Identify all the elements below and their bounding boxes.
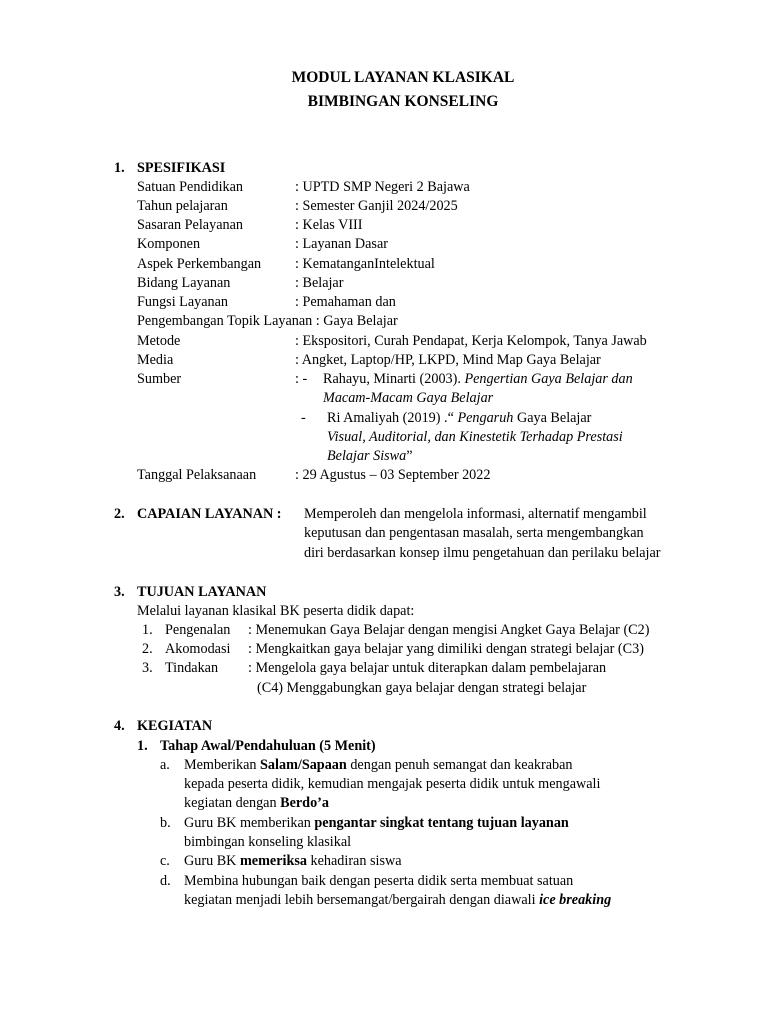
tujuan-continuation: (C4) Menggabungkan gaya belajar dengan strategi belajar <box>257 680 587 696</box>
spec-label: Sasaran Pelayanan <box>137 217 243 233</box>
capaian-text: diri berdasarkan konsep ilmu pengetahuan dan perilaku belajar <box>304 545 661 561</box>
spec-label: Tanggal Pelaksanaan <box>137 467 257 483</box>
list-letter: d. <box>160 873 171 889</box>
kegiatan-a-line2: kepada peserta didik, kemudian mengajak peserta didik untuk mengawali <box>184 776 601 792</box>
spec-topik-line: Pengembangan Topik Layanan : Gaya Belajar <box>137 313 398 329</box>
list-number: 1. <box>142 622 153 638</box>
spec-value: : KematanganIntelektual <box>295 256 435 272</box>
tujuan-text: : Mengelola gaya belajar untuk diterapkan dalam pembelajaran <box>248 660 607 676</box>
list-number: 3. <box>142 660 153 676</box>
list-number: 2. <box>142 641 153 657</box>
spec-value: : Belajar <box>295 275 344 291</box>
sumber-ref-2-end: Belajar Siswa” <box>327 448 413 464</box>
section-heading-kegiatan: KEGIATAN <box>137 718 213 734</box>
spec-label: Aspek Perkembangan <box>137 256 262 272</box>
document-title-line1: MODUL LAYANAN KLASIKAL <box>291 69 515 86</box>
section-heading-spesifikasi: SPESIFIKASI <box>137 160 226 176</box>
tujuan-text: : Menemukan Gaya Belajar dengan mengisi Angket Gaya Belajar (C2) <box>248 622 650 638</box>
spec-label: Sumber <box>137 371 182 387</box>
tujuan-label: Pengenalan <box>165 622 231 638</box>
spec-label: Komponen <box>137 236 201 252</box>
list-letter: b. <box>160 815 171 831</box>
spec-label: Fungsi Layanan <box>137 294 229 310</box>
sumber-ref-2-cont: Visual, Auditorial, dan Kinestetik Terhadap Prestasi <box>327 429 623 445</box>
kegiatan-d-line1: Membina hubungan baik dengan peserta didik serta membuat satuan <box>184 873 574 889</box>
kegiatan-d-line2: kegiatan menjadi lebih bersemangat/bergairah dengan diawali ice breaking <box>184 892 612 908</box>
section-number: 3. <box>114 584 125 600</box>
kegiatan-a-line1: Memberikan Salam/Sapaan dengan penuh semangat dan keakraban <box>184 757 573 773</box>
tahap-title: Tahap Awal/Pendahuluan (5 Menit) <box>160 738 376 754</box>
capaian-text: Memperoleh dan mengelola informasi, alternatif mengambil <box>304 506 647 522</box>
spec-value: : Semester Ganjil 2024/2025 <box>295 198 458 214</box>
spec-value: : UPTD SMP Negeri 2 Bajawa <box>295 179 470 195</box>
kegiatan-b-line1: Guru BK memberikan pengantar singkat tentang tujuan layanan <box>184 815 569 831</box>
tujuan-label: Tindakan <box>165 660 219 676</box>
section-number: 2. <box>114 506 125 522</box>
sumber-prefix: : - <box>295 371 308 387</box>
sumber-ref-1: Rahayu, Minarti (2003). Pengertian Gaya Belajar dan <box>323 371 633 387</box>
tujuan-label: Akomodasi <box>165 641 231 657</box>
tujuan-intro: Melalui layanan klasikal BK peserta didik dapat: <box>137 603 415 619</box>
spec-value: : Layanan Dasar <box>295 236 388 252</box>
list-number: 1. <box>137 738 148 754</box>
spec-label: Metode <box>137 333 181 349</box>
kegiatan-b-line2: bimbingan konseling klasikal <box>184 834 352 850</box>
spec-label: Bidang Layanan <box>137 275 231 291</box>
document-title-line2: BIMBINGAN KONSELING <box>307 93 499 110</box>
list-letter: a. <box>160 757 170 773</box>
spec-value: : 29 Agustus – 03 September 2022 <box>295 467 491 483</box>
capaian-text: keputusan dan pengentasan masalah, serta mengembangkan <box>304 525 644 541</box>
sumber-ref-2: Ri Amaliyah (2019) .“ Pengaruh Gaya Belajar <box>327 410 592 426</box>
spec-value: : Pemahaman dan <box>295 294 396 310</box>
spec-value: : Kelas VIII <box>295 217 363 233</box>
spec-label: Tahun pelajaran <box>137 198 228 214</box>
spec-label: Satuan Pendidikan <box>137 179 243 195</box>
kegiatan-a-line3: kegiatan dengan Berdo’a <box>184 795 329 811</box>
section-number: 4. <box>114 718 125 734</box>
spec-value: : Ekspositori, Curah Pendapat, Kerja Kelompok, Tanya Jawab <box>295 333 647 349</box>
section-heading-capaian: CAPAIAN LAYANAN : <box>137 506 282 522</box>
list-letter: c. <box>160 853 170 869</box>
section-number: 1. <box>114 160 125 176</box>
sumber-ref-1-cont: Macam-Macam Gaya Belajar <box>323 390 494 406</box>
spec-value: : Angket, Laptop/HP, LKPD, Mind Map Gaya Belajar <box>295 352 601 368</box>
kegiatan-c-line1: Guru BK memeriksa kehadiran siswa <box>184 853 402 869</box>
section-heading-tujuan: TUJUAN LAYANAN <box>137 584 267 600</box>
sumber-dash: - <box>301 410 306 426</box>
spec-label: Media <box>137 352 174 368</box>
tujuan-text: : Mengkaitkan gaya belajar yang dimiliki dengan strategi belajar (C3) <box>248 641 644 657</box>
